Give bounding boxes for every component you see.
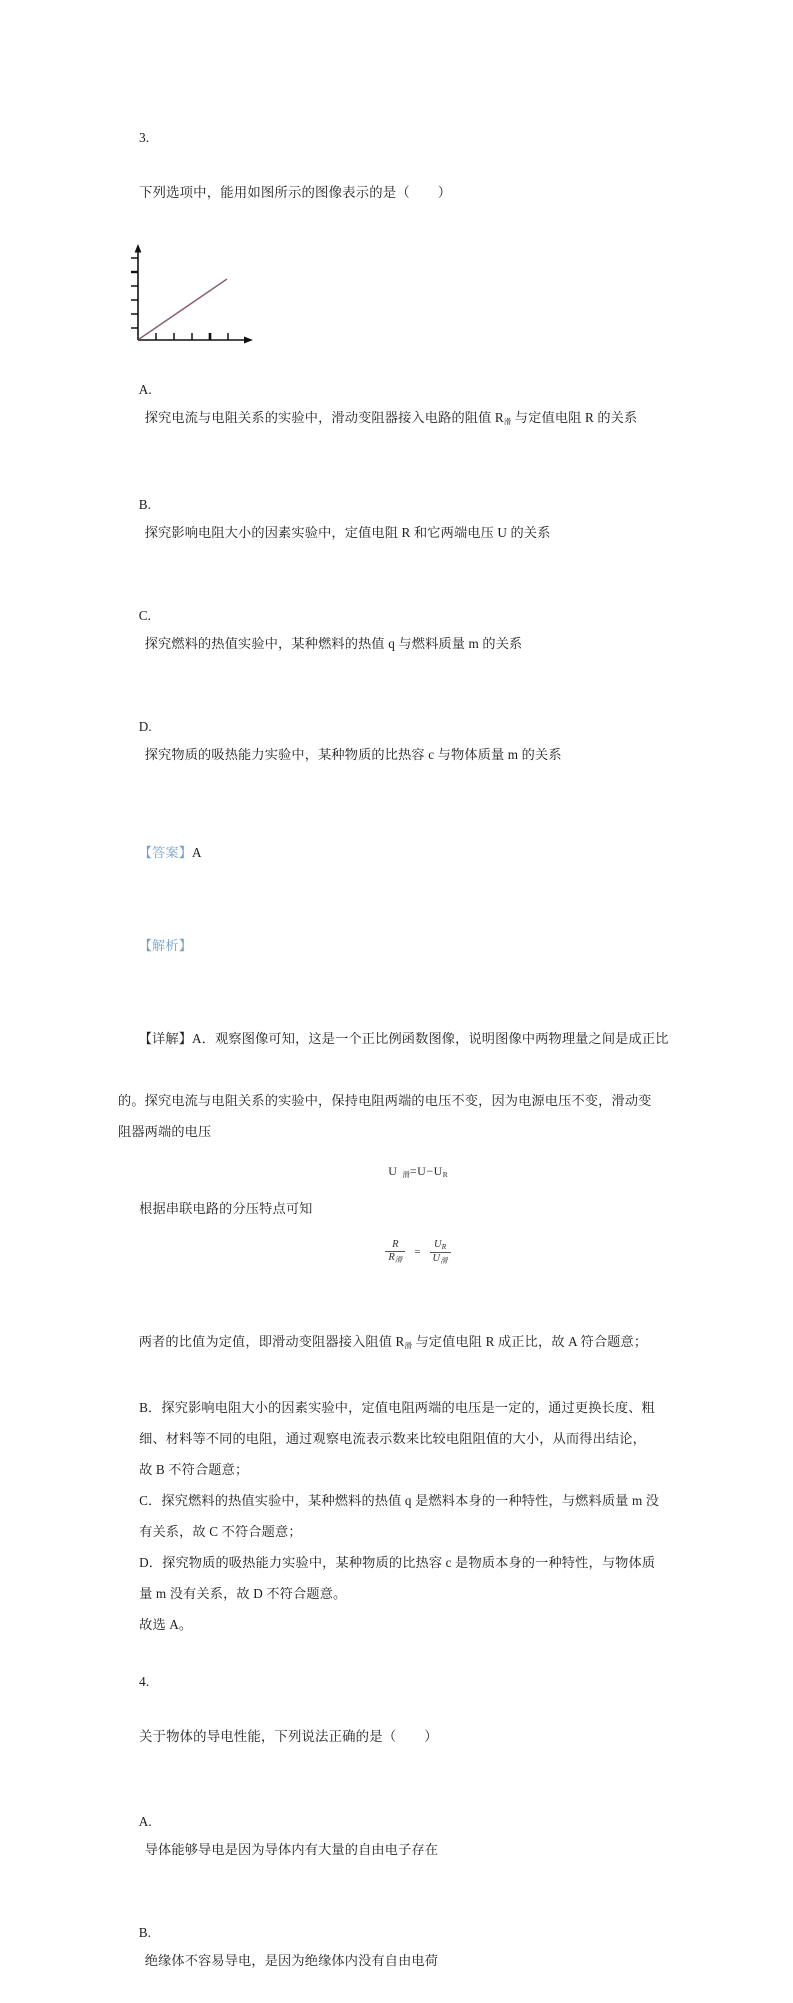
answer-value: A [192, 844, 202, 860]
explain-b-line-1: B．探究影响电阻大小的因素实验中，定值电阻两端的电压是一定的，通过更换长度、粗 [139, 1400, 655, 1416]
formula-2-den-2: $U_滑$ [430, 1252, 451, 1266]
option-b-text: 探究影响电阻大小的因素实验中，定值电阻 R 和它两端电压 U 的关系 [144, 524, 551, 540]
explain-b-line-3: 故 B 不符合题意； [139, 1462, 249, 1478]
final-choice: 故选 A。 [139, 1617, 193, 1633]
q4-option-a-label: A. [138, 1814, 152, 1830]
q4-option-b-label: B. [138, 1925, 152, 1941]
formula-2-equals: = [414, 1246, 421, 1259]
question-3-option-a [118, 348, 678, 463]
formula-2-fraction-left [385, 1239, 405, 1265]
q4-option-a-text: 导体能够导电是因为导体内有大量的自由电子存在 [144, 1842, 439, 1857]
detail-text-1: A．观察图像可知，这是一个正比例函数图像，说明图像中两物理量之间是成正比 [192, 1030, 669, 1046]
explain-b-line-2: 细、材料等不同的电阻，通过观察电流表示数来比较电阻阻值的大小，从而得出结论， [139, 1431, 646, 1447]
detail-line-1 [118, 992, 678, 1085]
option-c-text: 探究燃料的热值实验中，某种燃料的热值 q 与燃料质量 m 的关系 [144, 636, 523, 652]
formula-2-fraction-right [430, 1239, 451, 1265]
formula-1-body-sub: R [442, 1169, 448, 1179]
question-3-number: 3. [139, 129, 150, 145]
analysis-tag: 【解析】 [138, 937, 193, 953]
document-content [118, 96, 678, 2003]
detail-tag: 【详解】 [138, 1030, 193, 1046]
formula-2-num-2: $U_R$ [433, 1238, 447, 1251]
q4-option-b-text: 绝缘体不容易导电，是因为绝缘体内没有自由电荷 [144, 1953, 439, 1969]
analysis-row [118, 899, 678, 992]
question-4-option-a [118, 1780, 678, 1891]
question-3-option-b [118, 463, 678, 574]
option-a-label: A. [138, 381, 152, 397]
formula-2-den-1-sub: 滑 [394, 1255, 403, 1265]
option-a-text-before: 探究电流与电阻关系的实验中，滑动变阻器接入电路的阻值 R [144, 409, 504, 425]
formula-1-lead-sub: 滑 [402, 1169, 410, 1179]
question-4-stem [118, 1640, 678, 1778]
formula-2-lead-text: 根据串联电路的分压特点可知 [139, 1200, 313, 1216]
option-a-subscript: 滑 [503, 416, 512, 426]
formula-2-num-2-sub: R [441, 1242, 447, 1251]
question-3-option-c [118, 574, 678, 685]
conclusion-a [118, 1295, 678, 1392]
option-d-text: 探究物质的吸热能力实验中，某种物质的比热容 c 与物体质量 m 的关系 [144, 747, 562, 763]
question-4-stem-text: 关于物体的导电性能，下列说法正确的是（ ） [139, 1729, 438, 1745]
conclusion-a-subscript: 滑 [404, 1341, 412, 1351]
question-3-stem [118, 96, 678, 234]
answer-row [118, 806, 678, 899]
answer-tag: 【答案】 [138, 844, 193, 860]
detail-line-3: 阻器两端的电压 [118, 1123, 212, 1139]
formula-1-lead: U [388, 1163, 398, 1178]
formula-2-den-1: $R_滑$ [385, 1251, 405, 1265]
option-a-text-after: 与定值电阻 R 的关系 [511, 409, 638, 425]
formula-u-slider [118, 1162, 678, 1180]
conclusion-a-after: 与定值电阻 R 成正比，故 A 符合题意； [412, 1334, 648, 1350]
explain-c-line-2: 有关系，故 C 不符合题意； [139, 1524, 302, 1540]
explain-d-line-1: D．探究物质的吸热能力实验中，某种物质的比热容 c 是物质本身的一种特性，与物体质 [139, 1555, 656, 1571]
question-3-option-d [118, 686, 678, 797]
formula-1-body: =U−U [409, 1163, 443, 1178]
proportional-line-chart [120, 240, 260, 344]
option-d-label: D. [138, 719, 152, 735]
formula-2-num-1: R [392, 1239, 399, 1251]
question-3-figure [118, 240, 678, 344]
conclusion-a-before: 两者的比值为定值，即滑动变阻器接入阻值 R [138, 1334, 405, 1350]
formula-voltage-divider [118, 1239, 678, 1265]
detail-line-2: 的。探究电流与电阻关系的实验中，保持电阻两端的电压不变，因为电源电压不变，滑动变 [118, 1092, 652, 1108]
question-3-stem-text: 下列选项中，能用如图所示的图像表示的是（ ） [139, 184, 452, 200]
question-4-number: 4. [139, 1674, 150, 1690]
question-4-option-b [118, 1892, 678, 2003]
formula-2-den-2-sub: 滑 [440, 1255, 448, 1265]
explain-d-line-2: 量 m 没有关系，故 D 不符合题意。 [139, 1586, 347, 1602]
option-c-label: C. [138, 608, 152, 624]
option-b-label: B. [138, 497, 152, 513]
explain-c-line-1: C．探究燃料的热值实验中，某种燃料的热值 q 是燃料本身的一种特性，与燃料质量 m 没 [139, 1493, 660, 1509]
